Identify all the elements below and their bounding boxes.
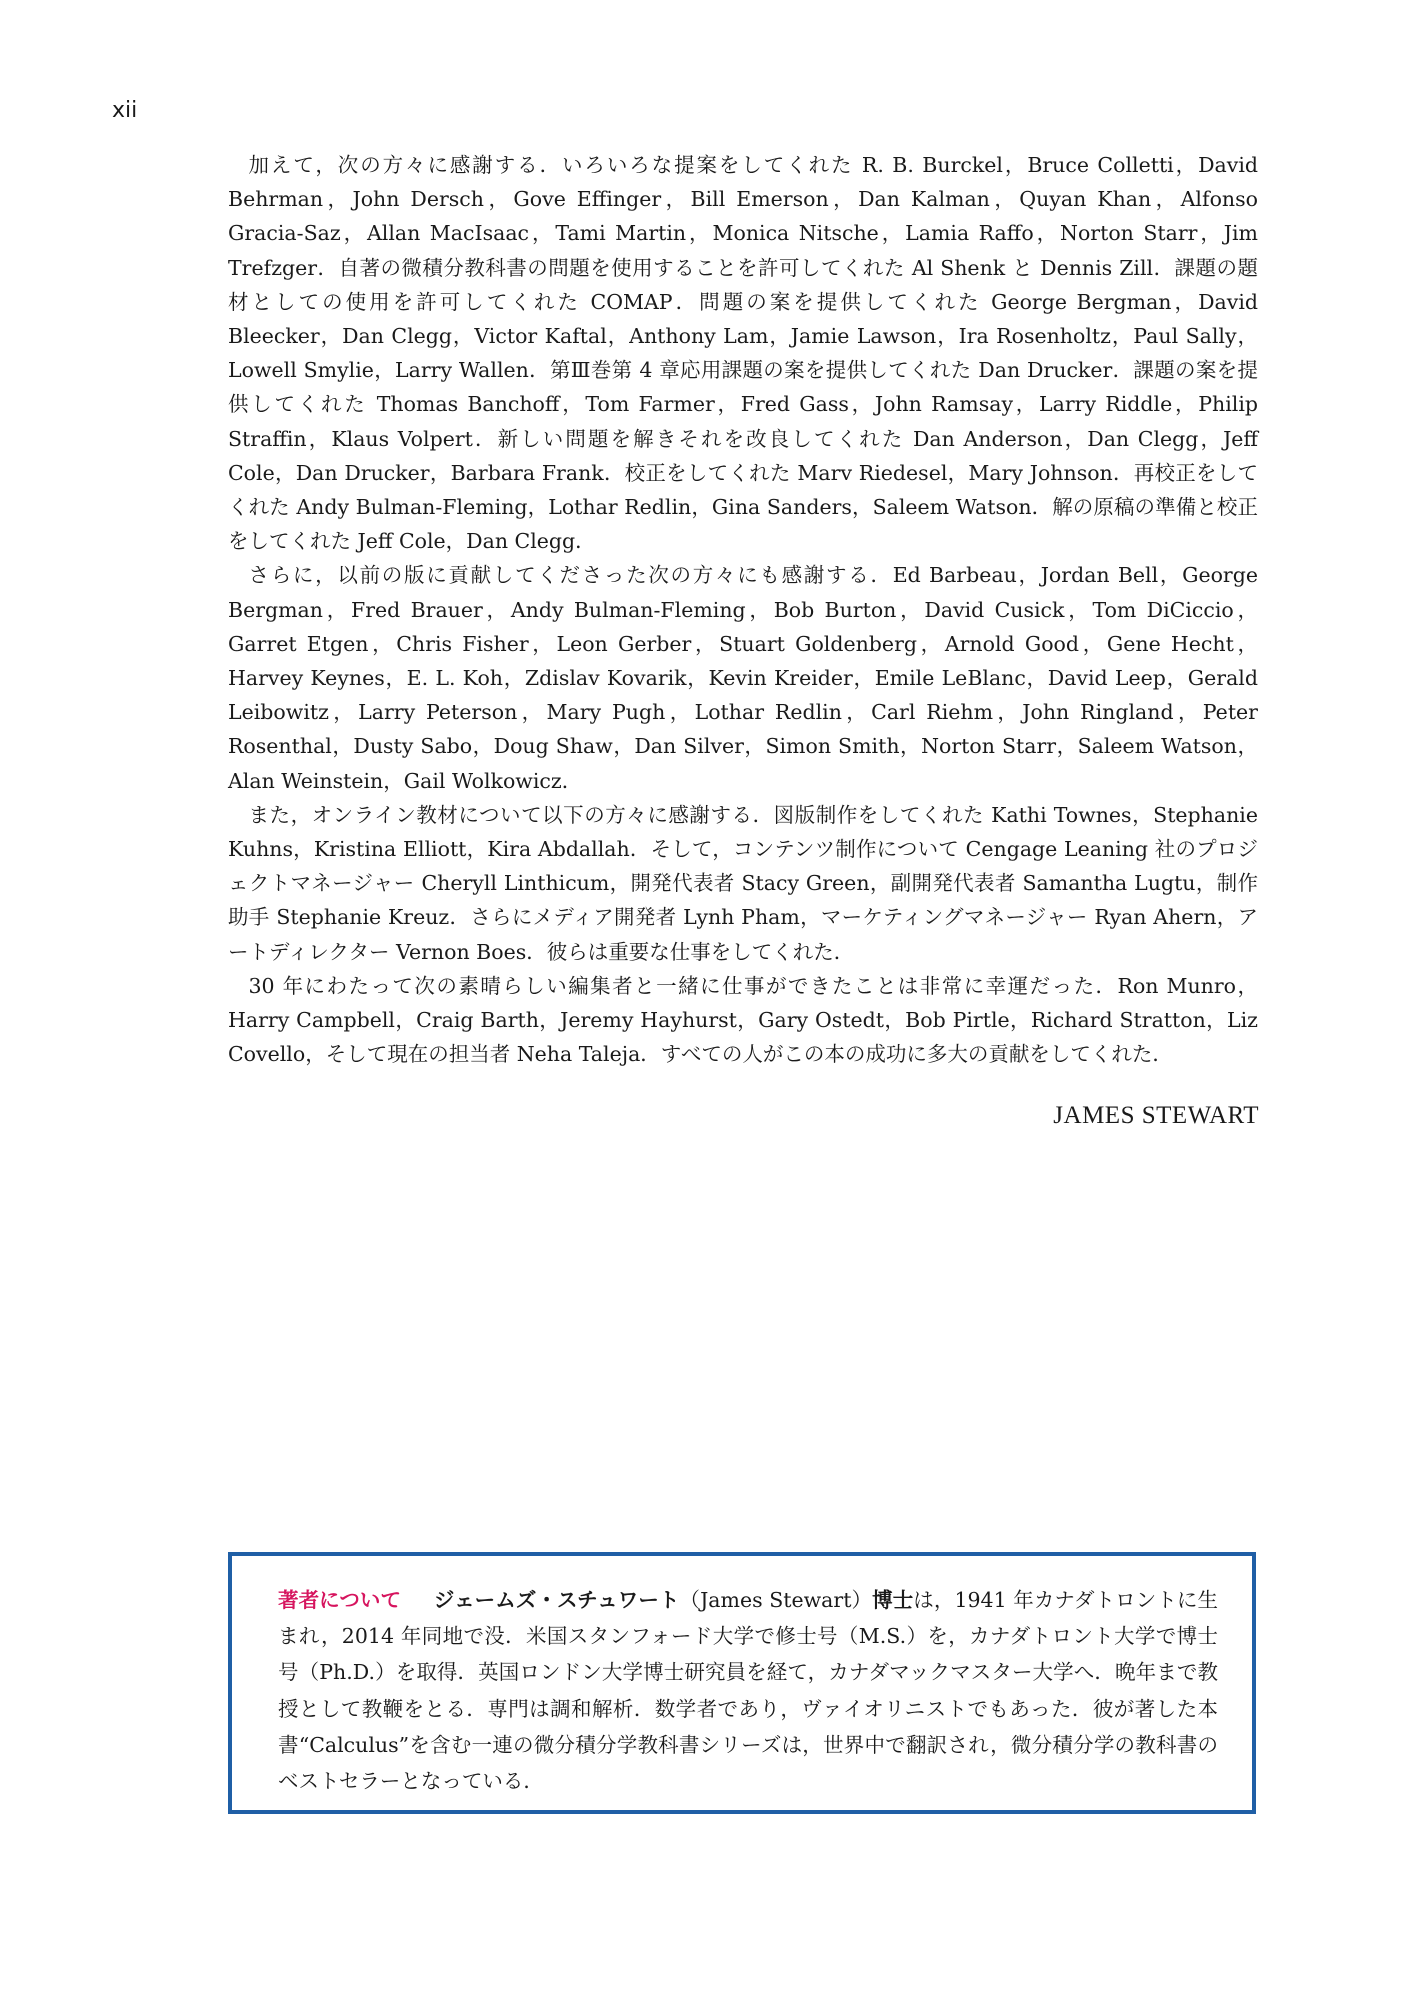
author-signature: JAMES STEWART	[1053, 1102, 1259, 1129]
about-author-text	[278, 1582, 1218, 1799]
acknowledgments-paragraph-3: また，オンライン教材について以下の方々に感謝する．図版制作をしてくれた Kathi Townes，Stephanie Kuhns，Kristina Elliott，Kira Abdallah．そして，コンテンツ制作について Cengage Leaning 社のプロジェクトマネージャー Cheryll Linthicum，開発代表者 Stacy Green，副開発代表者 Samantha Lugtu，制作助手 Stephanie Kreuz．さらにメディア開発者 Lynh Pham，マーケティングマネージャー Ryan Ahern，アートディレクター Vernon Boes．彼らは重要な仕事をしてくれた．	[228, 802, 1258, 964]
acknowledgments-paragraph-1: 加えて，次の方々に感謝する．いろいろな提案をしてくれた R. B. Burckel，Bruce Colletti，David Behrman，John Dersch，Gove Effinger，Bill Emerson，Dan Kalman，Quyan Khan，Alfonso Gracia-Saz，Allan MacIsaac，Tami Martin，Monica Nitsche，Lamia Raffo，Norton Starr，Jim Trefzger．自著の微積分教科書の問題を使用することを許可してくれた Al Shenk と Dennis Zill．課題の題材としての使用を許可してくれた COMAP．問題の案を提供してくれた George Bergman，David Bleecker，Dan Clegg，Victor Kaftal，Anthony Lam，Jamie Lawson，Ira Rosenholtz，Paul Sally，Lowell Smylie，Larry Wallen．第Ⅲ巻第 4 章応用課題の案を提供してくれた Dan Drucker．課題の案を提供してくれた Thomas Banchoff，Tom Farmer，Fred Gass，John Ramsay，Larry Riddle，Philip Straffin，Klaus Volpert．新しい問題を解きそれを改良してくれた Dan Anderson，Dan Clegg，Jeff Cole，Dan Drucker，Barbara Frank．校正をしてくれた Marv Riedesel，Mary Johnson．再校正をしてくれた Andy Bulman-Fleming，Lothar Redlin，Gina Sanders，Saleem Watson．解の原稿の準備と校正をしてくれた Jeff Cole，Dan Clegg．	[228, 153, 1258, 554]
page-number: xii	[112, 98, 138, 123]
about-author-body: は，1941 年カナダトロントに生まれ，2014 年同地で没．米国スタンフォード大学で修士号（M.S.）を，カナダトロント大学で博士号（Ph.D.）を取得．英国ロンドン大学博士研究員を経て，カナダマックマスター大学へ．晩年まで教授として教鞭をとる．専門は調和解析．数学者であり，ヴァイオリニストでもあった．彼が著した本書“Calculus”を含む一連の微分積分学教科書シリーズは，世界中で翻訳され，微分積分学の教科書のベストセラーとなっている．	[278, 1588, 1218, 1794]
acknowledgments-paragraph-2: さらに，以前の版に貢献してくださった次の方々にも感謝する．Ed Barbeau，Jordan Bell，George Bergman，Fred Brauer，Andy Bulman-Fleming，Bob Burton，David Cusick，Tom DiCiccio，Garret Etgen，Chris Fisher，Leon Gerber，Stuart Goldenberg，Arnold Good，Gene Hecht，Harvey Keynes，E. L. Koh，Zdislav Kovarik，Kevin Kreider，Emile LeBlanc，David Leep，Gerald Leibowitz，Larry Peterson，Mary Pugh，Lothar Redlin，Carl Riehm，John Ringland，Peter Rosenthal，Dusty Sabo，Doug Shaw，Dan Silver，Simon Smith，Norton Starr，Saleem Watson，Alan Weinstein，Gail Wolkowicz．	[228, 563, 1258, 793]
author-title: 博士	[872, 1588, 914, 1612]
about-author-heading: 著者について	[278, 1588, 402, 1612]
about-author-box	[228, 1552, 1256, 1814]
acknowledgments-text	[228, 148, 1258, 1071]
acknowledgments-paragraph-4: 30 年にわたって次の素晴らしい編集者と一緒に仕事ができたことは非常に幸運だった．Ron Munro，Harry Campbell，Craig Barth，Jeremy Hayhurst，Gary Ostedt，Bob Pirtle，Richard Stratton，Liz Covello，そして現在の担当者 Neha Taleja．すべての人がこの本の成功に多大の貢献をしてくれた．	[228, 973, 1258, 1067]
author-name-english: （James Stewart）	[679, 1588, 873, 1612]
author-name: ジェームズ・スチュワート	[433, 1588, 680, 1612]
